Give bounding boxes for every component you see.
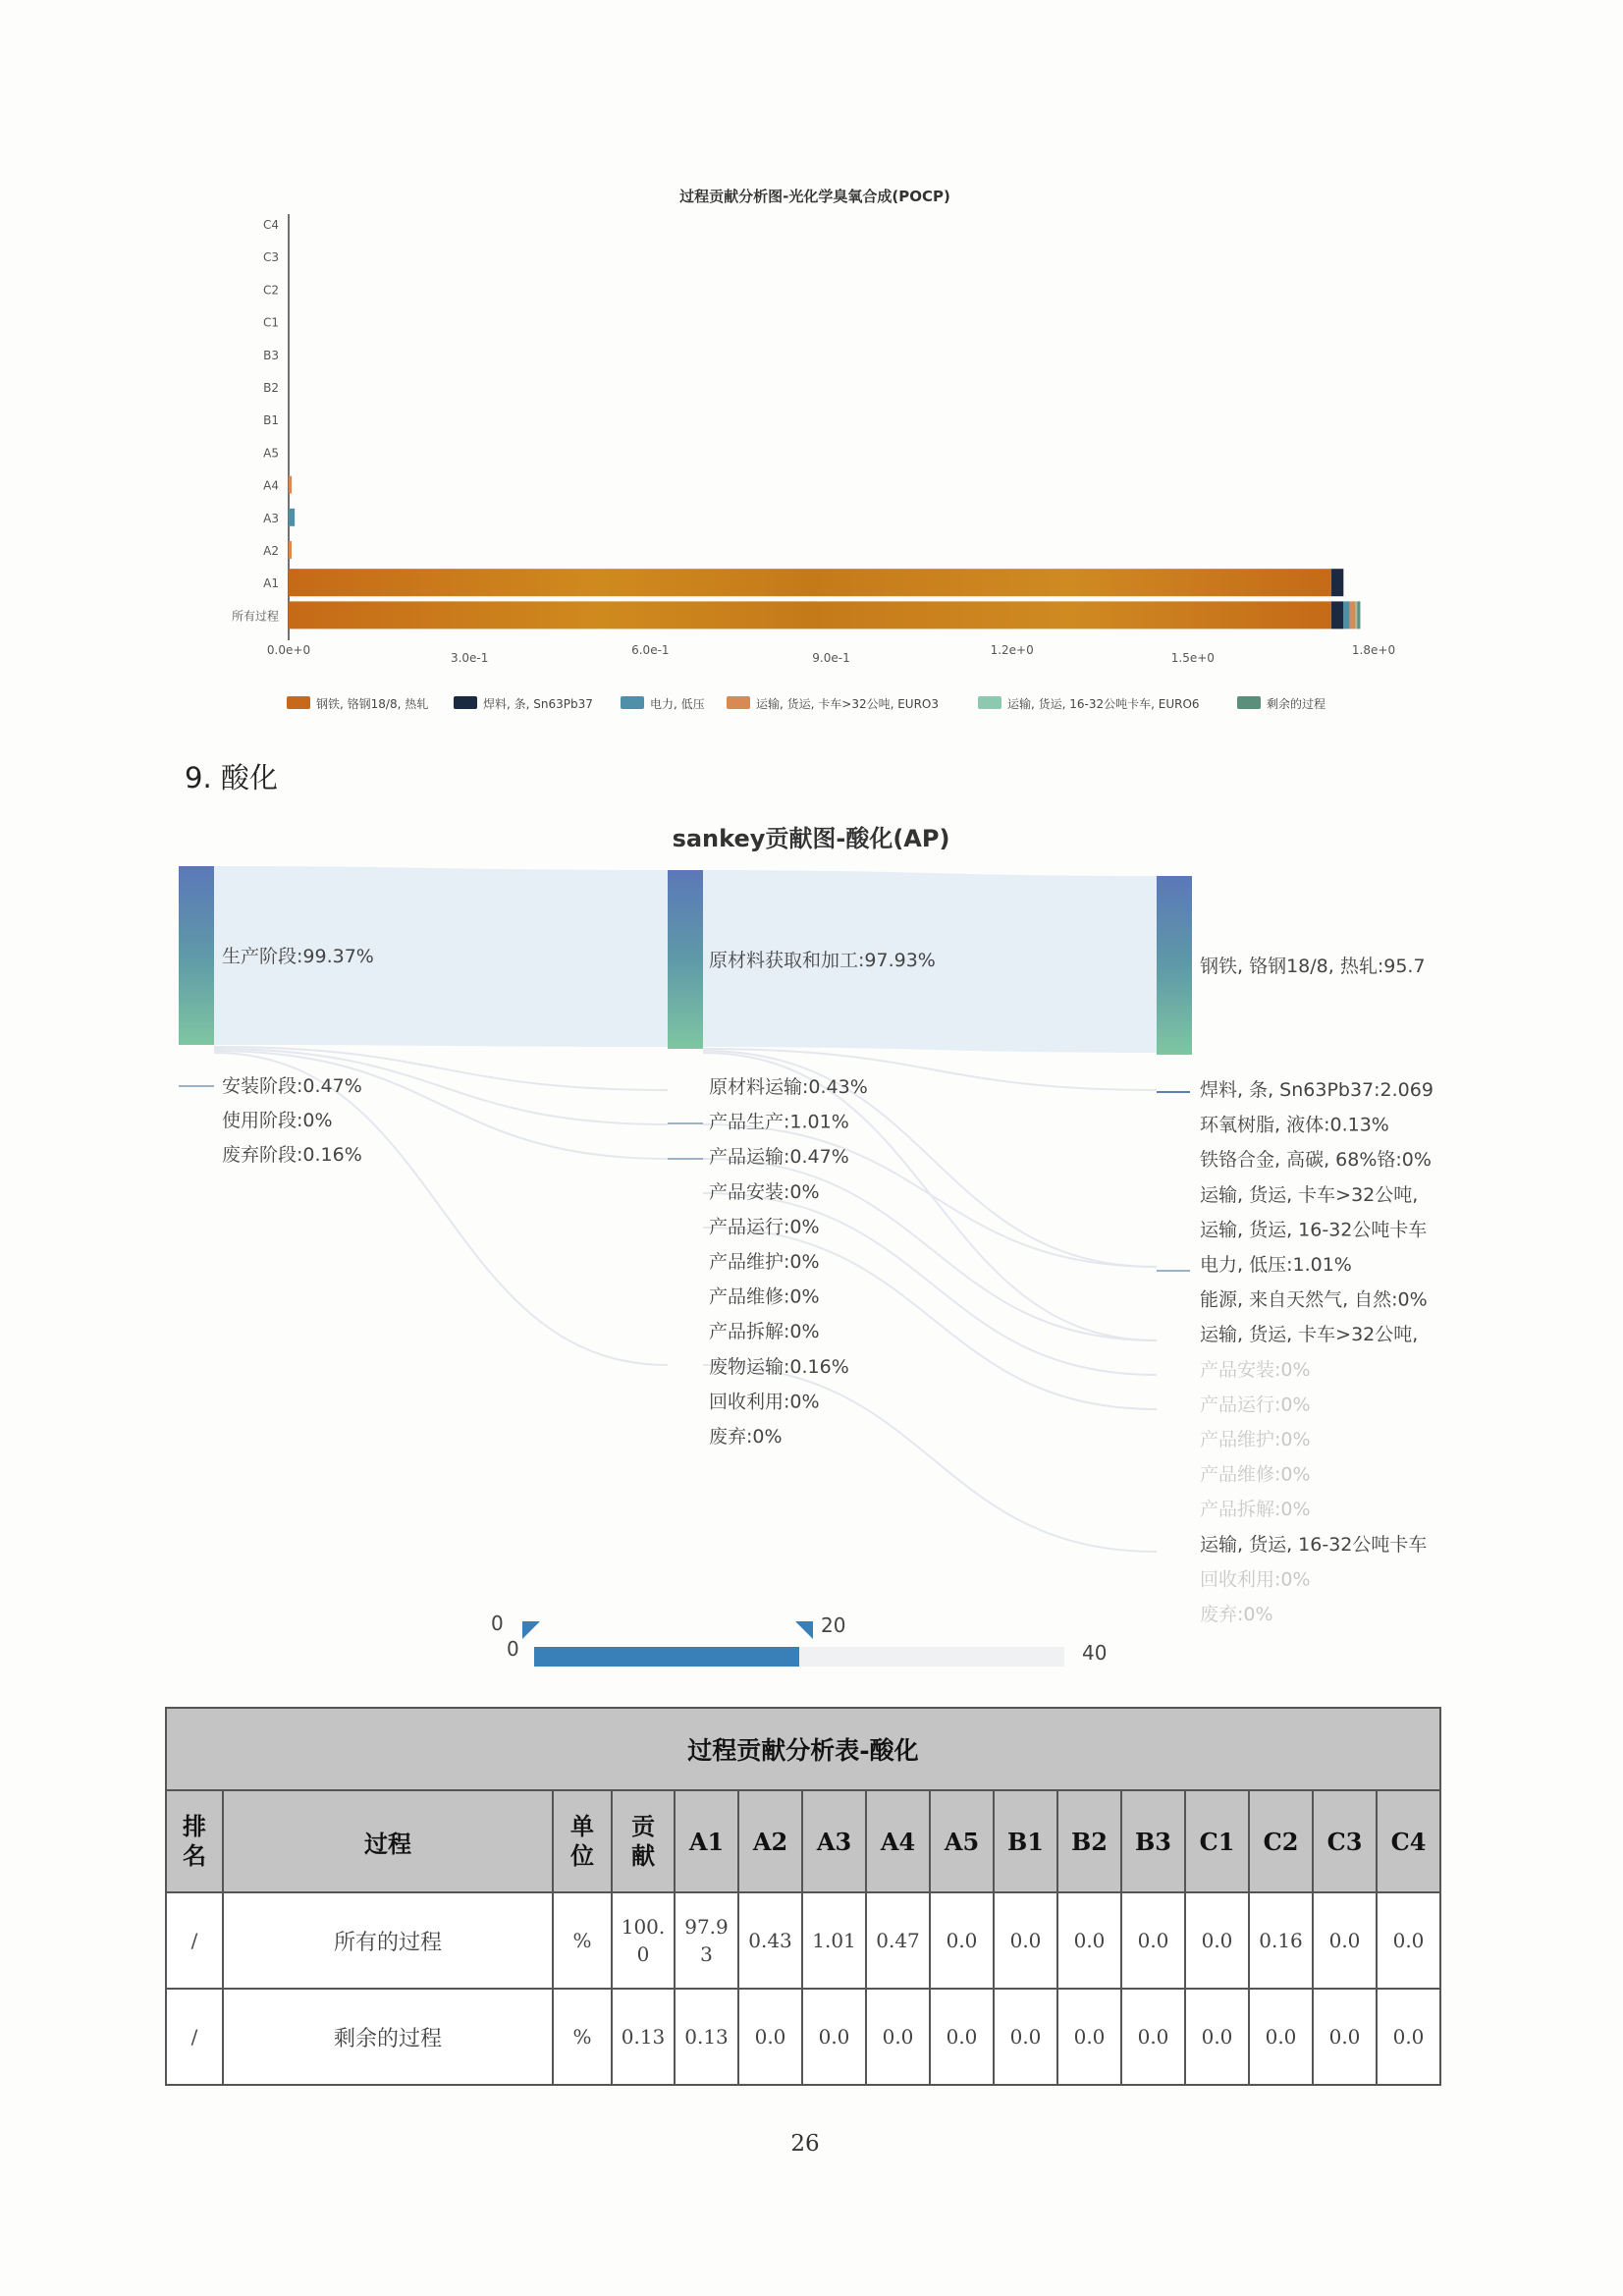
table-header-cell: 过程 <box>223 1790 553 1892</box>
table-cell: 0.47 <box>866 1892 930 1989</box>
x-tick-label: 1.8e+0 <box>1351 643 1396 657</box>
table-cell: 0.13 <box>675 1989 738 2085</box>
table-row <box>166 1892 1440 1989</box>
table-header-cell: B3 <box>1121 1790 1185 1892</box>
table-cell: 0.43 <box>738 1892 802 1989</box>
y-tick-label: C2 <box>262 283 279 298</box>
table-cell: 0.0 <box>1121 1989 1185 2085</box>
table-header-cell: C2 <box>1249 1790 1313 1892</box>
table-header-cell: 排名 <box>166 1790 223 1892</box>
table-cell: 100.0 <box>612 1892 675 1989</box>
sankey-node-label[interactable]: 产品维修:0% <box>709 1285 820 1308</box>
table-cell: 0.0 <box>802 1989 866 2085</box>
table-cell: 1.01 <box>802 1892 866 1989</box>
sankey-node-label[interactable]: 电力, 低压:1.01% <box>1200 1254 1352 1276</box>
sankey-node-label[interactable]: 产品维护:0% <box>1200 1429 1311 1450</box>
sankey-node-production[interactable] <box>179 866 214 1045</box>
y-tick-label: A5 <box>263 446 279 461</box>
legend-label: 电力, 低压 <box>650 697 705 711</box>
sankey-node-label[interactable]: 钢铁, 铬钢18/8, 热轧:95.7 <box>1200 956 1426 977</box>
y-tick-label: B3 <box>263 348 279 362</box>
sankey-node-label[interactable]: 运输, 货运, 16-32公吨卡车 <box>1200 1219 1428 1241</box>
table-header-cell: C3 <box>1313 1790 1377 1892</box>
x-tick-label: 6.0e-1 <box>631 643 670 657</box>
page-number: 26 <box>790 2131 820 2157</box>
table-cell: 0.0 <box>1057 1989 1121 2085</box>
x-tick-label: 3.0e-1 <box>450 651 489 665</box>
table-caption: 过程贡献分析表-酸化 <box>166 1708 1440 1790</box>
y-tick-label: B2 <box>263 381 279 395</box>
table-cell: 0.16 <box>1249 1892 1313 1989</box>
table-cell: 所有的过程 <box>223 1892 553 1989</box>
section-heading: 9. 酸化 <box>185 761 278 794</box>
sankey-title: sankey贡献图-酸化(AP) <box>672 825 950 852</box>
table-header-cell: B1 <box>994 1790 1057 1892</box>
y-tick-label: 所有过程 <box>231 609 279 624</box>
sankey-node-label[interactable]: 安装阶段:0.47% <box>222 1075 362 1097</box>
table-cell: / <box>166 1892 223 1989</box>
table-cell: 97.93 <box>675 1892 738 1989</box>
slider-fill <box>534 1647 799 1667</box>
table-cell: 0.0 <box>994 1892 1057 1989</box>
table-cell: % <box>553 1892 612 1989</box>
table-header-cell: B2 <box>1057 1790 1121 1892</box>
sankey-node-label[interactable]: 产品运行:0% <box>709 1216 820 1238</box>
table-cell: 0.0 <box>994 1989 1057 2085</box>
sankey-node-label[interactable]: 产品生产:1.01% <box>709 1111 849 1133</box>
table-header-cell: A1 <box>675 1790 738 1892</box>
range-slider[interactable] <box>491 1612 1108 1674</box>
table-cell: 0.0 <box>1377 1989 1440 2085</box>
legend-label: 钢铁, 铬钢18/8, 热轧 <box>316 697 429 711</box>
table-header-cell: A4 <box>866 1790 930 1892</box>
slider-handle-left[interactable] <box>522 1621 540 1639</box>
table-header-cell: 单位 <box>553 1790 612 1892</box>
table-header-cell: C4 <box>1377 1790 1440 1892</box>
sankey-node-raw-material[interactable] <box>668 870 703 1049</box>
sankey-node-label[interactable]: 废弃:0% <box>1200 1604 1273 1625</box>
sankey-node-label[interactable]: 产品维修:0% <box>1200 1463 1311 1486</box>
chart-title: 过程贡献分析图-光化学臭氧合成(POCP) <box>679 188 950 205</box>
table-cell: 0.0 <box>1185 1892 1249 1989</box>
y-tick-label: A2 <box>263 544 279 558</box>
sankey-node-label[interactable]: 产品安装:0% <box>1200 1358 1311 1381</box>
slider-min-bottom: 0 <box>507 1637 519 1661</box>
sankey-node-label[interactable]: 运输, 货运, 卡车>32公吨, <box>1200 1324 1419 1346</box>
table-cell: 0.0 <box>738 1989 802 2085</box>
y-tick-label: B1 <box>263 413 279 428</box>
y-tick-label: A4 <box>263 478 279 493</box>
sankey-node-label[interactable]: 运输, 货运, 16-32公吨卡车 <box>1200 1533 1428 1556</box>
table-cell: 0.0 <box>866 1989 930 2085</box>
sankey-node-label[interactable]: 废弃:0% <box>709 1426 783 1448</box>
y-tick-label: A3 <box>263 511 279 525</box>
legend-label: 运输, 货运, 16-32公吨卡车, EURO6 <box>1007 697 1200 711</box>
y-tick-label: C1 <box>262 315 279 330</box>
sankey-node-label[interactable]: 产品运行:0% <box>1200 1394 1311 1416</box>
slider-value: 20 <box>821 1613 846 1637</box>
table-header-cell: A2 <box>738 1790 802 1892</box>
sankey-node-label[interactable]: 原材料运输:0.43% <box>709 1076 868 1098</box>
y-tick-label: C4 <box>262 218 279 232</box>
table-header-cell: C1 <box>1185 1790 1249 1892</box>
table-cell: 0.0 <box>930 1892 994 1989</box>
y-tick-label: A1 <box>263 576 279 591</box>
contribution-table <box>165 1707 1441 2086</box>
table-cell: 0.0 <box>1057 1892 1121 1989</box>
table-header-cell: 贡献 <box>612 1790 675 1892</box>
sankey-node-label[interactable]: 产品维护:0% <box>709 1251 820 1273</box>
table-row <box>166 1989 1440 2085</box>
sankey-node-label[interactable]: 环氧树脂, 液体:0.13% <box>1200 1114 1389 1136</box>
legend-label: 焊料, 条, Sn63Pb37 <box>483 697 593 711</box>
table-header-cell: A3 <box>802 1790 866 1892</box>
table-cell: 0.0 <box>930 1989 994 2085</box>
x-tick-label: 1.5e+0 <box>1170 651 1215 665</box>
sankey-node-label[interactable]: 废弃阶段:0.16% <box>222 1144 362 1166</box>
sankey-node-label[interactable]: 原材料获取和加工:97.93% <box>709 950 936 971</box>
sankey-node-label[interactable]: 焊料, 条, Sn63Pb37:2.069 <box>1200 1079 1434 1101</box>
table-cell: % <box>553 1989 612 2085</box>
sankey-node-label[interactable]: 铁铬合金, 高碳, 68%铬:0% <box>1200 1149 1432 1172</box>
table-cell: 0.0 <box>1377 1892 1440 1989</box>
sankey-node-label[interactable]: 产品拆解:0% <box>1200 1499 1311 1521</box>
table-header-cell: A5 <box>930 1790 994 1892</box>
sankey-node-label[interactable]: 回收利用:0% <box>1200 1568 1311 1591</box>
sankey-node-label[interactable]: 产品运输:0.47% <box>709 1146 849 1169</box>
sankey-node-label[interactable]: 生产阶段:99.37% <box>222 946 374 967</box>
slider-min-top: 0 <box>491 1612 504 1635</box>
legend-label: 运输, 货运, 卡车>32公吨, EURO3 <box>756 697 939 711</box>
sankey-node-label[interactable]: 产品安装:0% <box>709 1180 820 1203</box>
legend-label: 剩余的过程 <box>1267 697 1326 711</box>
table-cell: 0.13 <box>612 1989 675 2085</box>
table-cell: / <box>166 1989 223 2085</box>
sankey-node-label[interactable]: 能源, 来自天然气, 自然:0% <box>1200 1288 1428 1311</box>
x-tick-label: 1.2e+0 <box>990 643 1034 657</box>
x-tick-label: 9.0e-1 <box>812 651 850 665</box>
sankey-node-label[interactable]: 产品拆解:0% <box>709 1321 820 1343</box>
sankey-node-label[interactable]: 回收利用:0% <box>709 1391 820 1413</box>
table-cell: 剩余的过程 <box>223 1989 553 2085</box>
table-cell: 0.0 <box>1121 1892 1185 1989</box>
sankey-node-label[interactable]: 废物运输:0.16% <box>709 1355 849 1378</box>
slider-handle-right[interactable] <box>795 1621 813 1639</box>
table-cell: 0.0 <box>1313 1989 1377 2085</box>
table-cell: 0.0 <box>1313 1892 1377 1989</box>
sankey-node-label[interactable]: 使用阶段:0% <box>222 1110 333 1131</box>
y-tick-label: C3 <box>262 250 279 265</box>
sankey-node-steel[interactable] <box>1157 876 1192 1055</box>
sankey-node-label[interactable]: 运输, 货运, 卡车>32公吨, <box>1200 1183 1419 1206</box>
slider-max: 40 <box>1082 1641 1108 1665</box>
x-tick-label: 0.0e+0 <box>266 643 311 657</box>
table-cell: 0.0 <box>1185 1989 1249 2085</box>
table-cell: 0.0 <box>1249 1989 1313 2085</box>
